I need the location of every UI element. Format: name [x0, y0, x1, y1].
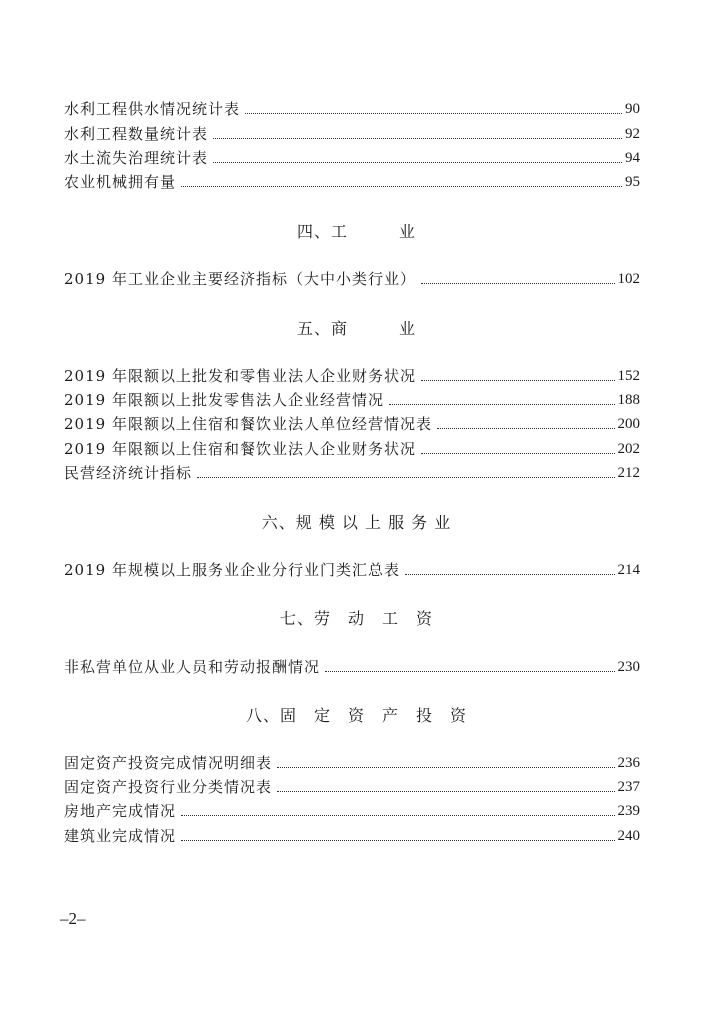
toc-entry-page: 90	[625, 101, 640, 117]
toc-entry[interactable]	[64, 752, 640, 774]
toc-entry[interactable]	[64, 147, 640, 169]
section-heading-labor-wages: 七、劳 动 工 资	[279, 609, 433, 628]
toc-entry[interactable]	[64, 438, 640, 460]
toc-entry-page: 95	[625, 174, 640, 190]
section-heading-commerce: 五、商 业	[296, 319, 416, 338]
dot-leader	[277, 767, 614, 768]
toc-entry-title: 水利工程数量统计表	[64, 125, 209, 143]
dot-leader	[421, 380, 615, 381]
toc-entry-title: 农业机械拥有量	[64, 173, 177, 191]
toc-entry-title: 固定资产投资完成情况明细表	[64, 754, 273, 772]
toc-entry-title: 2019 年限额以上批发和零售业法人企业财务状况	[64, 367, 416, 385]
toc-entry-page: 230	[617, 659, 640, 675]
toc-entry-page: 188	[617, 392, 640, 408]
dot-leader	[325, 671, 614, 672]
dot-leader	[405, 574, 615, 575]
toc-entry-page: 240	[617, 828, 640, 844]
toc-entry[interactable]	[64, 171, 640, 193]
toc-entry-title: 2019 年限额以上批发零售法人企业经营情况	[64, 391, 384, 409]
dot-leader	[213, 138, 622, 139]
toc-entry-title: 2019 年限额以上住宿和餐饮业法人单位经营情况表	[64, 415, 432, 433]
toc-entry-title: 房地产完成情况	[64, 802, 177, 820]
toc-entry-title: 民营经济统计指标	[64, 464, 193, 482]
section-heading-fixed-asset-investment: 八、固 定 资 产 投 资	[245, 706, 467, 725]
toc-entry[interactable]	[64, 656, 640, 678]
toc-entry-title: 建筑业完成情况	[64, 827, 177, 845]
dot-leader	[181, 840, 614, 841]
toc-entry[interactable]	[64, 825, 640, 847]
dot-leader	[421, 283, 615, 284]
toc-entry-page: 92	[625, 126, 640, 142]
dot-leader	[245, 113, 622, 114]
dot-leader	[181, 815, 614, 816]
toc-entry-page: 200	[617, 416, 640, 432]
dot-leader	[421, 453, 615, 454]
toc-entry[interactable]	[64, 98, 640, 120]
toc-entry[interactable]	[64, 389, 640, 411]
toc-entry-page: 152	[617, 368, 640, 384]
section-heading-industry: 四、工 业	[296, 222, 416, 241]
toc-entry-title: 2019 年工业企业主要经济指标（大中小类行业）	[64, 270, 416, 288]
dot-leader	[437, 428, 615, 429]
toc-entry-title: 2019 年限额以上住宿和餐饮业法人企业财务状况	[64, 440, 416, 458]
dot-leader	[213, 162, 622, 163]
toc-entry[interactable]	[64, 462, 640, 484]
toc-entry-page: 236	[617, 755, 640, 771]
toc-entry[interactable]	[64, 559, 640, 581]
toc-entry-title: 2019 年规模以上服务业企业分行业门类汇总表	[64, 561, 400, 579]
toc-entry[interactable]	[64, 413, 640, 435]
toc-entry-title: 水土流失治理统计表	[64, 149, 209, 167]
toc-entry[interactable]	[64, 123, 640, 145]
toc-entry-page: 102	[617, 271, 640, 287]
page-number: –2–	[60, 909, 86, 928]
toc-entry-page: 212	[617, 465, 640, 481]
dot-leader	[197, 477, 614, 478]
dot-leader	[389, 404, 615, 405]
section-heading-services: 六、规 模 以 上 服 务 业	[261, 513, 452, 532]
dot-leader	[181, 186, 622, 187]
toc-entry[interactable]	[64, 268, 640, 290]
toc-entry-title: 固定资产投资行业分类情况表	[64, 778, 273, 796]
toc-entry-page: 94	[625, 150, 640, 166]
toc-entry-page: 239	[617, 803, 640, 819]
toc-entry-title: 水利工程供水情况统计表	[64, 100, 241, 118]
toc-entry[interactable]	[64, 800, 640, 822]
toc-entry-page: 237	[617, 779, 640, 795]
dot-leader	[277, 791, 614, 792]
toc-entry[interactable]	[64, 365, 640, 387]
toc-entry-page: 214	[617, 562, 640, 578]
toc-entry-page: 202	[617, 441, 640, 457]
toc-entry[interactable]	[64, 776, 640, 798]
toc-entry-title: 非私营单位从业人员和劳动报酬情况	[64, 658, 321, 676]
